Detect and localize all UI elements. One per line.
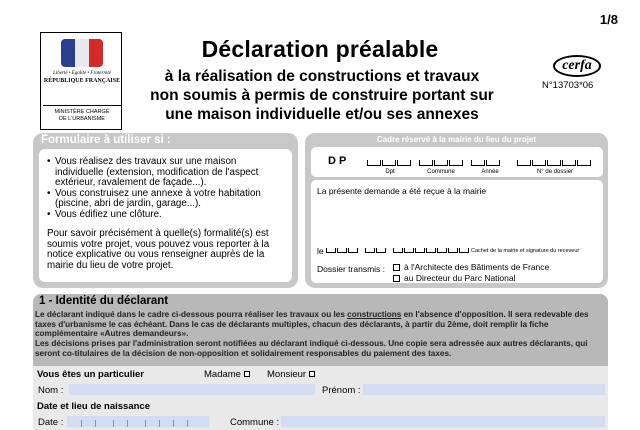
nom-input[interactable] [69,384,315,395]
section-text-underlined: constructions [347,310,402,319]
mairie-box [305,133,608,288]
commune-field[interactable] [419,160,433,166]
dp-number-area [311,147,603,177]
monsieur-checkbox[interactable] [309,371,315,377]
logo-ministry [43,105,121,123]
subtitle-line-2: non soumis à permis de construire portant sur [150,87,494,104]
usage-box [33,133,298,288]
parc-checkbox[interactable] [393,275,400,282]
dpt-field[interactable] [382,160,396,166]
madame-option[interactable] [204,369,250,380]
usage-list [47,157,286,220]
madame-label: Madame [204,369,241,380]
usage-bullet: • Vous réalisez des travaux sur une maison individuelle (extension, modification de l'aspect extérieur, ravalement de façade...). [47,157,286,189]
reception-date-field[interactable] [393,248,403,253]
dossier-label: N° de dossier [536,169,574,175]
cachet-label: Cachet de la mairie et signature du receveur [471,248,580,254]
reception-area [311,180,603,283]
subtitle-line-1: à la réalisation de constructions et travaux [164,68,480,85]
reception-date-field[interactable] [337,248,347,253]
abf-checkbox[interactable] [393,264,400,271]
reception-date-field[interactable] [448,248,458,253]
annee-field[interactable] [486,160,500,166]
section-text-paragraph2: Les décisions prises par l'administration seront notifiées au déclarant indiqué ci-dessous. Une copie sera adressée aux autres déclarants, qui seront co-titulaires de la décision de non-opposition et solidairement responsables du paiement des taxes. [35,339,588,358]
reception-date-field[interactable] [404,248,414,253]
birth-date-input[interactable] [67,416,209,427]
section-text-part1: Le déclarant indiqué dans le cadre ci-dessous pourra réaliser les travaux ou les [35,310,348,319]
dossier-field[interactable] [532,160,546,166]
logo-republic: RÉPUBLIQUE FRANÇAISE [43,78,121,84]
parc-label: au Directeur du Parc National [404,273,516,283]
birth-label: Date et lieu de naissance [37,401,150,412]
annee-label: Année [481,169,499,175]
reception-date-field[interactable] [376,248,386,253]
section-identite [33,294,608,366]
birth-commune-input[interactable] [281,416,605,427]
abf-label: à l'Architecte des Bâtiments de France [404,262,550,272]
annee-field[interactable] [471,160,485,166]
prenom-label: Prénom : [322,385,361,396]
usage-bullet: • Vous édifiez une clôture. [47,210,286,221]
reception-date-field[interactable] [426,248,436,253]
reception-date-field[interactable] [348,248,358,253]
prenom-input[interactable] [363,384,605,395]
option-abf[interactable] [393,262,549,272]
reception-date-field[interactable] [326,248,336,253]
subtitle-line-3: une maison individuelle et/ou ses annexes [165,106,479,123]
dpt-field[interactable] [397,160,411,166]
dp-letters: DP [328,155,350,167]
nom-label: Nom : [38,385,64,396]
usage-box-content [39,149,292,282]
page-title: Déclaration préalable [201,36,439,62]
reception-date-field[interactable] [459,248,469,253]
dossier-field[interactable] [577,160,591,166]
mairie-box-header: Cadre réservé à la mairie du lieu du projet [376,135,537,144]
reception-date-field[interactable] [415,248,425,253]
commune-field[interactable] [449,160,463,166]
dossier-field[interactable] [547,160,561,166]
dpt-label: Dpt [385,169,395,175]
reception-date-field[interactable] [365,248,375,253]
section-title: 1 - Identité du déclarant [39,295,169,307]
section-text-part2: en l'absence d'opposition. Il sera redevable des taxes d'urbanisme le cas échéant. Dans le cas de déclarants multiples, chacun des déclarants, à partir du 2ème, doit remplir la fiche complémentaire «Autres demandeurs». [35,310,589,339]
cerfa-logo: cerfa [553,55,601,77]
declarant-form [33,366,608,430]
marianne-emblem-icon [61,39,103,67]
ministry-line-1: MINISTÈRE CHARGÉ [54,109,110,115]
usage-box-header: Formulaire à utiliser si : [41,134,171,146]
ministry-line-2: DE L'URBANISME [59,116,105,122]
dossier-field[interactable] [517,160,531,166]
monsieur-label: Monsieur [267,369,307,380]
reception-date-field[interactable] [437,248,447,253]
usage-paragraph: Pour savoir précisément à quelle(s) formalité(s) est soumis votre projet, vous pouvez vous reporter à la notice explicative ou vous renseigner auprès de la mairie du lieu de votre projet. [47,228,270,271]
dossier-field[interactable] [562,160,576,166]
particulier-label: Vous êtes un particulier [37,369,144,380]
commune-label: Commune [427,169,455,175]
madame-checkbox[interactable] [244,371,250,377]
republique-logo [40,32,122,130]
section-text [35,310,605,359]
logo-motto: Liberté • Égalité • Fraternité [53,71,111,76]
cerfa-number: N°13703*06 [542,80,594,91]
commune-label: Commune : [230,417,280,428]
dossier-transmis-label: Dossier transmis : [317,264,386,274]
page-number: 1/8 [599,12,618,27]
monsieur-option[interactable] [267,369,315,380]
option-parc[interactable] [393,273,516,283]
le-label: le [317,246,324,256]
usage-bullet: • Vous construisez une annexe à votre habitation (piscine, abri de jardin, garage...). [47,189,286,210]
date-label: Date : [38,417,64,428]
dpt-field[interactable] [367,160,381,166]
received-text: La présente demande a été reçue à la mairie [317,186,487,196]
commune-field[interactable] [434,160,448,166]
